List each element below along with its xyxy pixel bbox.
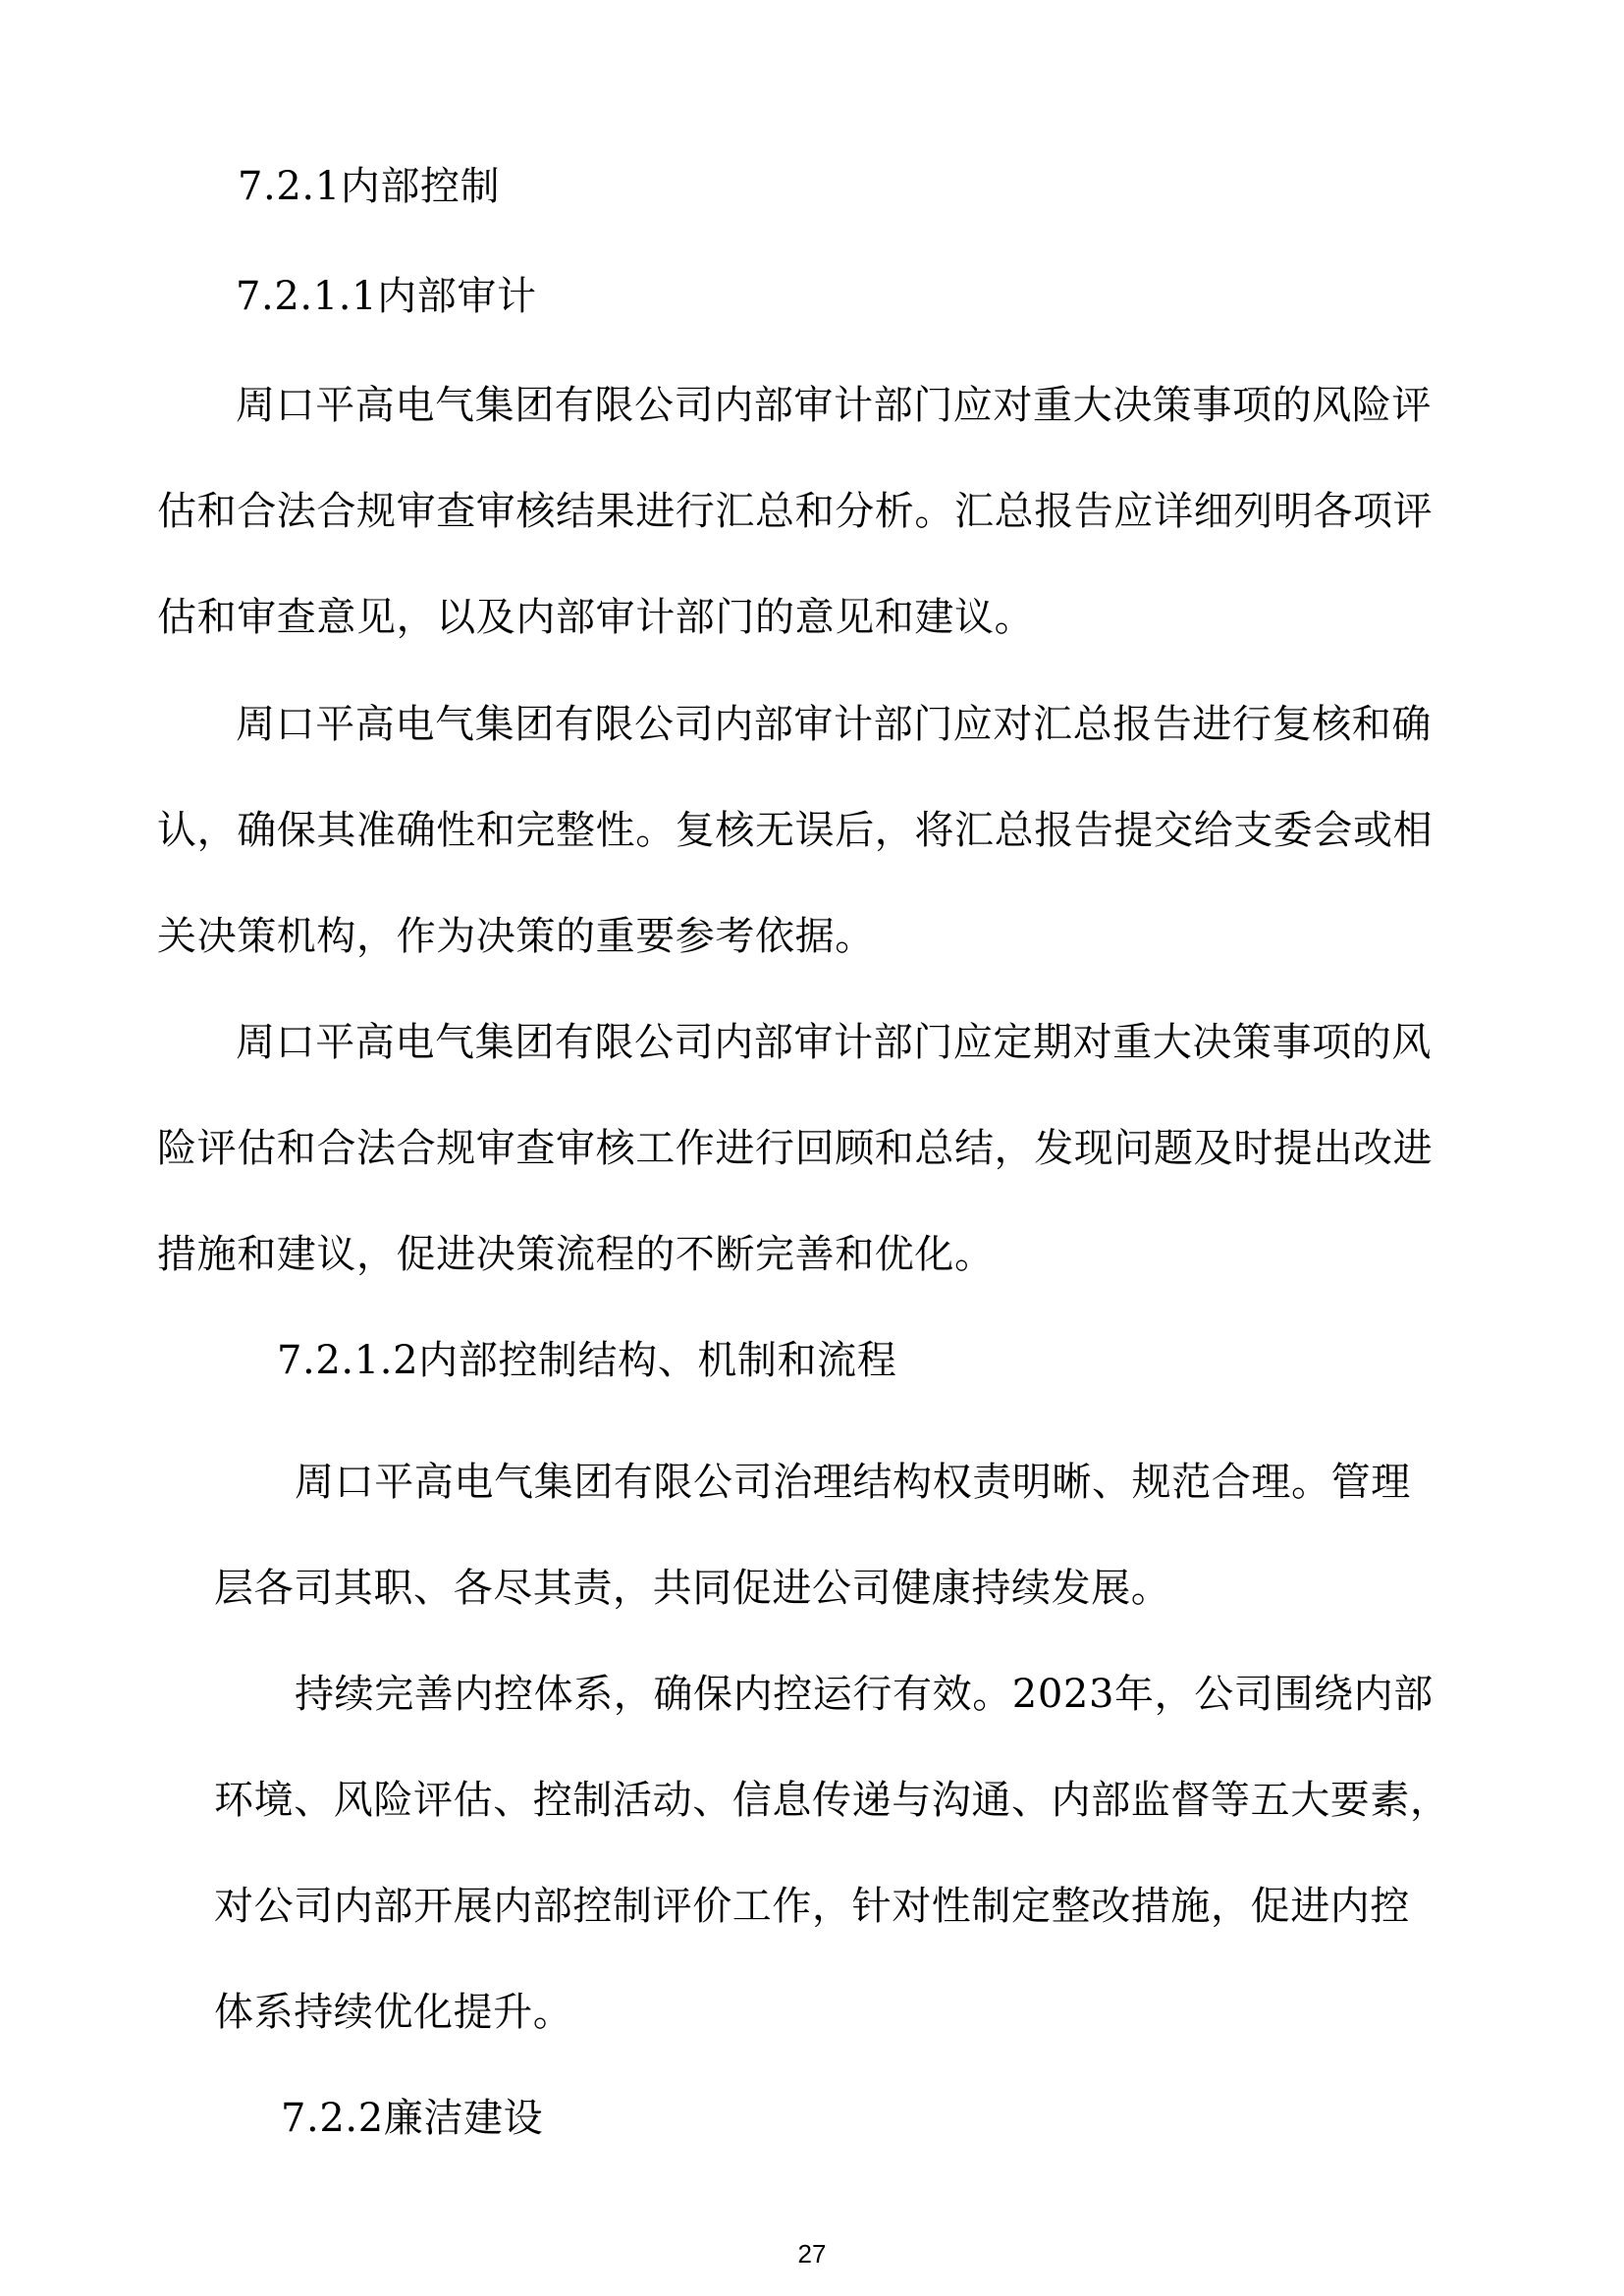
heading-7-2-1-2: 7.2.1.2内部控制结构、机制和流程 <box>277 1338 897 1383</box>
paragraph-5-line-4: 体系持续优化提升。 <box>214 1990 573 2035</box>
paragraph-2-line-1: 周口平高电气集团有限公司内部审计部门应对汇总报告进行复核和确 <box>236 702 1432 747</box>
page-number: 27 <box>797 2239 827 2269</box>
heading-7-2-1: 7.2.1内部控制 <box>238 164 501 209</box>
paragraph-3-line-3: 措施和建议，促进决策流程的不断完善和优化。 <box>157 1232 995 1277</box>
paragraph-1-line-3: 估和审查意见，以及内部审计部门的意见和建议。 <box>157 595 1035 640</box>
paragraph-1-line-2: 估和合法合规审查审核结果进行汇总和分析。汇总报告应详细列明各项评 <box>157 489 1434 534</box>
paragraph-3-line-2: 险评估和合法合规审查审核工作进行回顾和总结，发现问题及时提出改进 <box>157 1126 1434 1171</box>
paragraph-5-line-1: 持续完善内控体系，确保内控运行有效。2023年，公司围绕内部 <box>295 1672 1434 1717</box>
paragraph-2-line-2: 认，确保其准确性和完整性。复核无误后，将汇总报告提交给支委会或相 <box>157 808 1434 853</box>
heading-7-2-1-1: 7.2.1.1内部审计 <box>236 274 537 319</box>
paragraph-4-line-1: 周口平高电气集团有限公司治理结构权责明晰、规范合理。管理 <box>295 1460 1411 1505</box>
paragraph-5-line-2: 环境、风险评估、控制活动、信息传递与沟通、内部监督等五大要素， <box>214 1778 1450 1823</box>
paragraph-3-line-1: 周口平高电气集团有限公司内部审计部门应定期对重大决策事项的风 <box>236 1020 1432 1065</box>
paragraph-4-line-2: 层各司其职、各尽其责，共同促进公司健康持续发展。 <box>214 1566 1171 1611</box>
paragraph-1-line-1: 周口平高电气集团有限公司内部审计部门应对重大决策事项的风险评 <box>236 383 1432 428</box>
paragraph-5-line-3: 对公司内部开展内部控制评价工作，针对性制定整改措施，促进内控 <box>214 1884 1410 1929</box>
heading-7-2-2: 7.2.2廉洁建设 <box>281 2096 544 2141</box>
paragraph-2-line-3: 关决策机构，作为决策的重要参考依据。 <box>157 914 875 959</box>
